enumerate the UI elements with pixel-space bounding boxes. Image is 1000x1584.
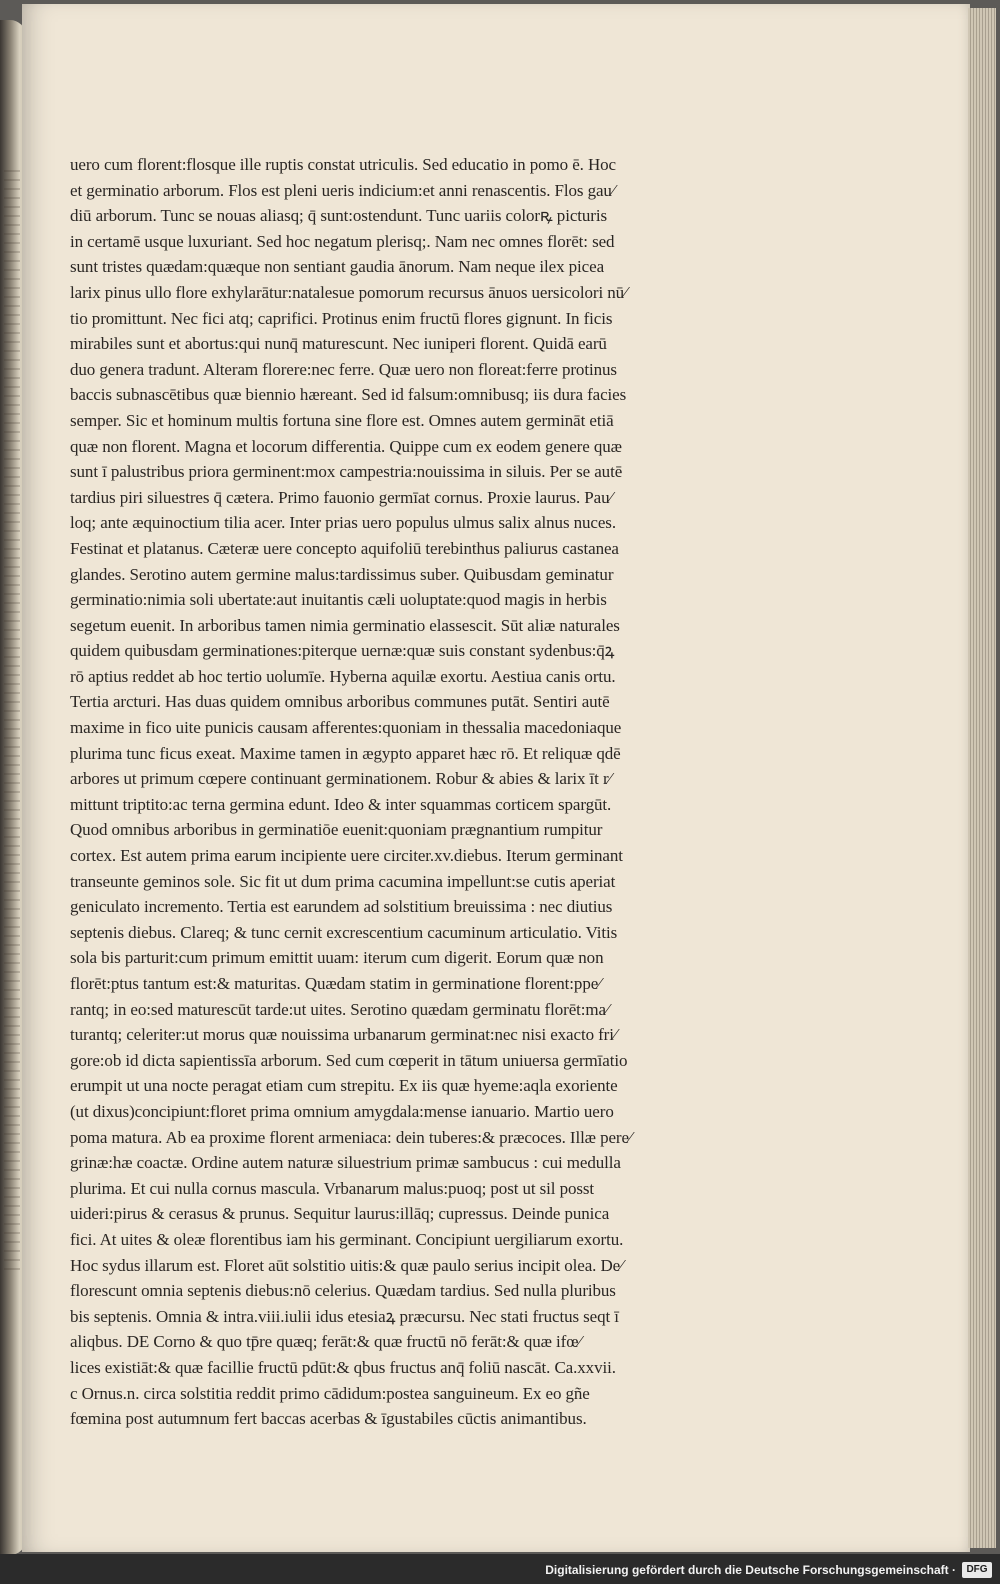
text-line: arbores ut primum cœpere continuant germinationem. Robur & abies & larix īt r⁄: [70, 769, 612, 789]
text-line: lices existiāt:& quæ facillie fructū pdūt:& qbus fructus anq̄ foliū nascāt. Ca.xxvii.: [70, 1357, 616, 1377]
text-line: tardius piri siluestres q̄ cætera. Primo fauonio germīat cornus. Proxie laurus. Pau⁄: [70, 487, 613, 507]
text-line: sola bis parturit:cum primum emittit uuam: iterum cum digerit. Eorum quæ non: [70, 948, 604, 968]
page-stack-edge: [968, 8, 996, 1548]
text-line: florescunt omnia septenis diebus:nō celerius. Quædam tardius. Sed nulla pluribus: [70, 1281, 616, 1301]
footer-bar: [0, 1554, 1000, 1584]
text-line: germinatio:nimia soli ubertate:aut inuitantis cæli uoluptate:quod magis in herbis: [70, 590, 607, 610]
text-line: transeunte geminos sole. Sic fit ut dum prima cacumina impellunt:se cutis aperiat: [70, 871, 616, 891]
text-line: bis septenis. Omnia & intra.viii.iulii idus etesiaꝝ præcursu. Nec stati fructus seqt ī: [70, 1306, 619, 1326]
text-line: tio promittunt. Nec fici atq; caprifici. Protinus enim fructū flores gignunt. In ficis: [70, 308, 613, 328]
dfg-credit-text: Digitalisierung gefördert durch die Deutsche Forschungsgemeinschaft ·: [545, 1563, 956, 1577]
text-line: mirabiles sunt et abortus:qui nunq̄ maturescunt. Nec iuniperi florent. Quidā earū: [70, 334, 607, 354]
text-line: grinæ:hæ coactæ. Ordine autem naturæ siluestrium primæ sambucus : cui medulla: [70, 1153, 621, 1173]
text-line: uideri:pirus & cerasus & prunus. Sequitur laurus:illāq; cupressus. Deinde punica: [70, 1204, 610, 1224]
text-line: cortex. Est autem prima earum incipiente uere circiter.xv.diebus. Iterum germinant: [70, 846, 623, 866]
text-line: septenis diebus. Clareq; & tunc cernit excrescentium cacuminum articulatio. Vitis: [70, 922, 618, 942]
text-line: rantq; in eo:sed maturescūt tarde:ut uites. Serotino quædam germinatu florēt:ma⁄: [70, 999, 609, 1019]
text-line: duo genera tradunt. Alteram florere:nec ferre. Quæ uero non floreat:ferre protinus: [70, 359, 617, 379]
text-line: segetum euenit. In arboribus tamen nimia germinatio elassescit. Sūt aliæ naturales: [70, 615, 620, 635]
text-line: diū arborum. Tunc se nouas aliasq; q̄ sunt:ostendunt. Tunc uariis colorꝶ picturis: [70, 206, 607, 226]
text-line: loq; ante æquinoctium tilia acer. Inter prias uero populus ulmus salix alnus nuces.: [70, 513, 616, 533]
text-line: mittunt triptito:ac terna germina edunt. Ideo & inter squammas corticem spargūt.: [70, 794, 612, 814]
text-block: [70, 152, 686, 1432]
left-page-text-hint: [4, 170, 20, 1270]
text-line: Festinat et platanus. Cæteræ uere concepto aquifoliū terebinthus paliurus castanea: [70, 538, 619, 558]
text-line: et germinatio arborum. Flos est pleni ueris indicium:et anni renascentis. Flos gau⁄: [70, 180, 615, 200]
dfg-logo: DFG: [962, 1562, 992, 1578]
text-line: plurima. Et cui nulla cornus mascula. Vrbanarum malus:puoq; post ut sil posst: [70, 1178, 595, 1198]
text-line: rō aptius reddet ab hoc tertio uolumīe. Hyberna aquilæ exortu. Aestiua canis ortu.: [70, 666, 616, 686]
text-line: baccis subnascētibus quæ biennio hæreant. Sed id falsum:omnibusq; iis dura facies: [70, 385, 627, 405]
text-line: Tertia arcturi. Has duas quidem omnibus arboribus communes putāt. Sentiri autē: [70, 692, 610, 712]
text-line: uero cum florent:flosque ille ruptis constat utriculis. Sed educatio in pomo ē. Hoc: [70, 155, 616, 174]
text-line: Quod omnibus arboribus in germinatiōe euenit:quoniam prægnantium rumpitur: [70, 820, 603, 840]
text-line: sunt tristes quædam:quæque non sentiant gaudia ānorum. Nam neque ilex picea: [70, 257, 605, 277]
text-line: (ut dixus)concipiunt:floret prima omnium amygdala:mense ianuario. Martio uero: [70, 1101, 614, 1121]
text-line: quæ non florent. Magna et locorum differentia. Quippe cum ex eodem genere quæ: [70, 436, 622, 456]
text-line: maxime in fico uite punicis causam afferentes:quoniam in thessalia macedoniaque: [70, 718, 622, 738]
text-line: florēt:ptus tantum est:& maturitas. Quædam statim in germinatione florent:ppe⁄: [70, 974, 601, 993]
text-line: c Ornus.n. circa solstitia reddit primo cādidum:postea sanguineum. Ex eo gñe: [70, 1383, 590, 1403]
text-line: glandes. Serotino autem germine malus:tardissimus suber. Quibusdam geminatur: [70, 564, 614, 584]
text-line: quidem quibusdam germinationes:piterque uernæ:quæ suis constant sydenbus:q̄ꝝ: [70, 641, 615, 661]
text-line: erumpit ut una nocte peragat etiam cum strepitu. Ex iis quæ hyeme:aqla exoriente: [70, 1076, 618, 1096]
text-line: poma matura. Ab ea proxime florent armeniaca: dein tuberes:& præcoces. Illæ pere⁄: [70, 1127, 632, 1147]
text-line: Hoc sydus illarum est. Floret aūt solstitio uitis:& quæ paulo serius incipit olea. De⁄: [70, 1255, 623, 1275]
text-line: semper. Sic et hominum multis fortuna sine flore est. Omnes autem germināt etiā: [70, 410, 614, 430]
text-line: larix pinus ullo flore exhylarātur:natalesue pomorum recursus ānuos uersicolori nū⁄: [70, 282, 627, 302]
text-line: in certamē usque luxuriant. Sed hoc negatum plerisq;. Nam nec omnes florēt: sed: [70, 231, 615, 251]
text-line: geniculato incremento. Tertia est earundem ad solstitium breuissima : nec diutius: [70, 897, 613, 917]
text-line: fœmina post autumnum fert baccas acerbas & īgustabiles cūctis animantibus.: [70, 1409, 587, 1429]
text-line: aliqbus. DE Corno & quo tp̄re quæq; ferāt:& quæ fructū nō ferāt:& quæ ifœ⁄: [70, 1332, 582, 1352]
text-line: turantq; celeriter:ut morus quæ nouissima urbanarum germinat:nec nisi exacto fri⁄: [70, 1025, 617, 1045]
text-line: gore:ob id dicta sapientissīa arborum. Sed cum cœperit in tātum uniuersa germīatio: [70, 1050, 628, 1070]
text-line: fici. At uites & oleæ florentibus iam his germinant. Concipiunt uergiliarum exortu.: [70, 1229, 624, 1249]
text-line: plurima tunc ficus exeat. Maxime tamen in ægypto apparet hæc rō. Et reliquæ qdē: [70, 743, 621, 763]
text-line: sunt ī palustribus priora germinent:mox campestria:nouissima in siluis. Per se autē: [70, 462, 623, 482]
